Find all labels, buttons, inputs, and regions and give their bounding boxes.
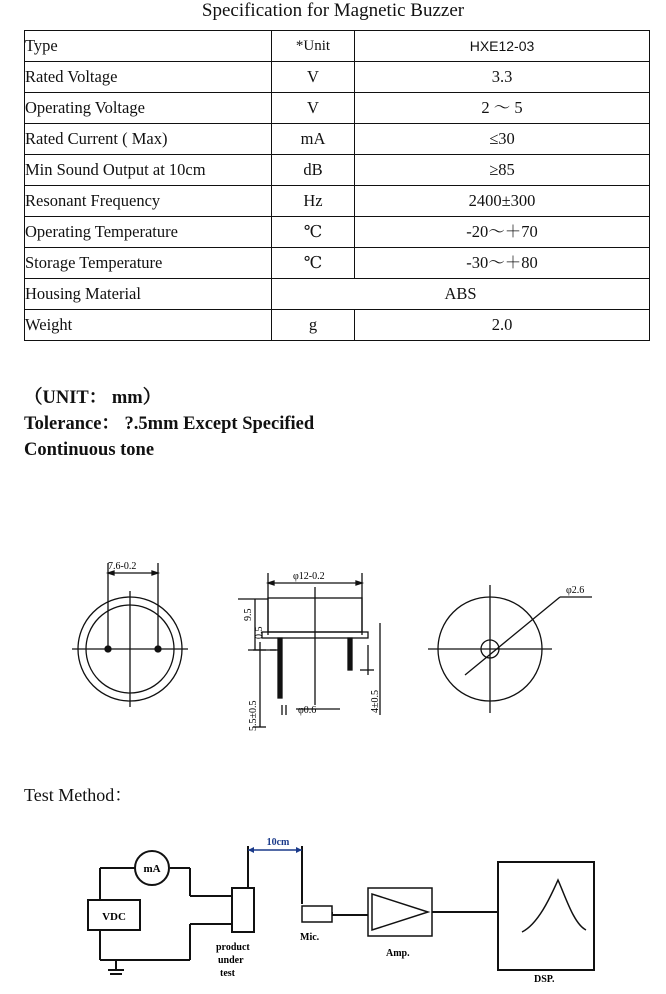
- test-method-label: Test Method：: [24, 785, 133, 805]
- dim-pin-offset: 4±0.5: [370, 690, 381, 713]
- row-value: 2400±300: [355, 186, 650, 217]
- bottom-view-drawing: [428, 585, 592, 713]
- table-row: [25, 279, 650, 310]
- row-unit: mA: [272, 124, 355, 155]
- dim-pin-diameter: φ0.6: [298, 705, 317, 716]
- header-value: HXE12-03: [355, 31, 650, 62]
- table-header-row: [25, 31, 650, 62]
- row-unit: Hz: [272, 186, 355, 217]
- row-value: ≤30: [355, 124, 650, 155]
- dim-pin-length: 5.5±0.5: [248, 700, 259, 731]
- unit-note: （UNIT： mm）: [24, 388, 162, 408]
- row-param: Housing Material: [25, 279, 272, 310]
- tolerance-note: Tolerance： ?.5mm Except Specified: [24, 414, 315, 434]
- vdc-label: VDC: [102, 911, 126, 923]
- row-unit: V: [272, 62, 355, 93]
- row-param: Operating Voltage: [25, 93, 272, 124]
- row-param: Resonant Frequency: [25, 186, 272, 217]
- row-param: Min Sound Output at 10cm: [25, 155, 272, 186]
- mechanical-drawings: [70, 555, 630, 745]
- row-value: 2.0: [355, 310, 650, 341]
- table-row: [25, 155, 650, 186]
- dim-pin-spacing: 7.6-0.2: [108, 561, 137, 572]
- product-label: product under test: [216, 942, 250, 979]
- dsp-box: [498, 862, 594, 970]
- table-row: [25, 93, 650, 124]
- table-row: [25, 124, 650, 155]
- mic-icon: [302, 906, 332, 922]
- dim-base: 0.5: [254, 626, 265, 639]
- ammeter-label: mA: [143, 863, 161, 875]
- row-param: Weight: [25, 310, 272, 341]
- row-value: -20～＋70: [355, 217, 650, 248]
- table-row: [25, 248, 650, 279]
- tone-note: Continuous tone: [24, 440, 155, 460]
- row-param: Rated Current ( Max): [25, 124, 272, 155]
- distance-label: 10cm: [266, 837, 290, 848]
- row-value: ABS: [272, 279, 650, 310]
- test-circuit: [60, 828, 620, 988]
- header-param: Type: [25, 31, 272, 62]
- row-param: Storage Temperature: [25, 248, 272, 279]
- table-row: [25, 62, 650, 93]
- spec-table: [24, 30, 650, 341]
- row-unit: V: [272, 93, 355, 124]
- header-unit: *Unit: [272, 31, 355, 62]
- dsp-label: DSP.: [534, 974, 555, 985]
- mic-label: Mic.: [300, 932, 320, 943]
- row-value: -30～＋80: [355, 248, 650, 279]
- row-unit: ℃: [272, 248, 355, 279]
- row-unit: ℃: [272, 217, 355, 248]
- table-row: [25, 310, 650, 341]
- dim-diameter: φ12-0.2: [293, 571, 325, 582]
- side-view-drawing: [238, 573, 380, 727]
- row-unit: g: [272, 310, 355, 341]
- row-value: 2 ～ 5: [355, 93, 650, 124]
- product-under-test-box: [232, 888, 254, 932]
- dim-hole-diameter: φ2.6: [566, 585, 585, 596]
- dim-height: 9.5: [243, 608, 254, 621]
- row-param: Operating Temperature: [25, 217, 272, 248]
- notes: [24, 385, 314, 463]
- page-title: Specification for Magnetic Buzzer: [201, 0, 465, 21]
- row-unit: dB: [272, 155, 355, 186]
- row-param: Rated Voltage: [25, 62, 272, 93]
- amp-label: Amp.: [386, 948, 410, 959]
- table-row: [25, 186, 650, 217]
- top-view-drawing: [72, 563, 188, 707]
- row-value: 3.3: [355, 62, 650, 93]
- row-value: ≥85: [355, 155, 650, 186]
- table-row: [25, 217, 650, 248]
